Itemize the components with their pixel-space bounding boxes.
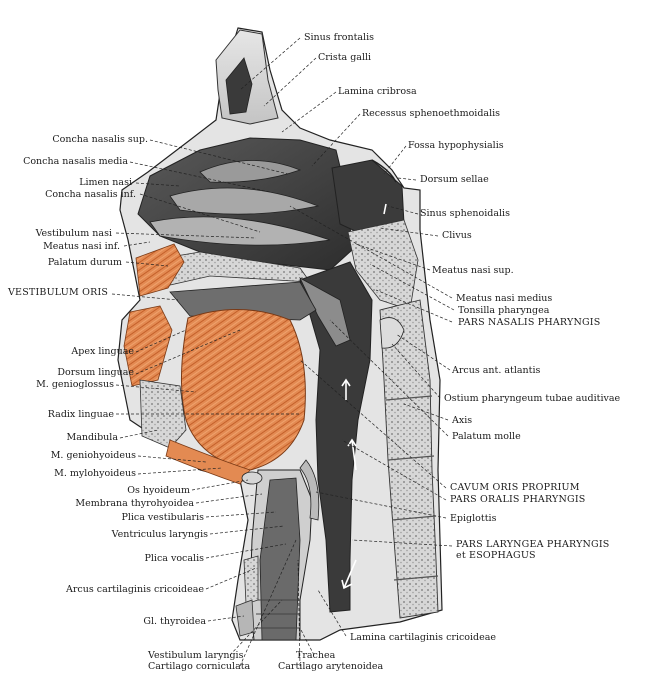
label-epiglottis: Epiglottis bbox=[450, 513, 497, 524]
label-vestibulum-nasi: Vestibulum nasi bbox=[35, 228, 112, 239]
label-sinus-sphenoidalis: Sinus sphenoidalis bbox=[420, 208, 510, 219]
label-ostium-pharyngeum: Ostium pharyngeum tubae auditivae bbox=[444, 393, 621, 404]
label-tonsilla-pharyngea: Tonsilla pharyngea bbox=[458, 305, 550, 316]
label-gl-thyroidea: Gl. thyroidea bbox=[143, 616, 206, 627]
label-vestibulum-laryngis: Vestibulum laryngis bbox=[148, 650, 244, 661]
label-fossa-hypophysialis: Fossa hypophysialis bbox=[408, 140, 504, 151]
label-meatus-nasi-inf: Meatus nasi inf. bbox=[43, 241, 120, 252]
label-clivus: Clivus bbox=[442, 230, 472, 241]
label-plica-vestibularis: Plica vestibularis bbox=[121, 512, 204, 523]
label-mandibula: Mandibula bbox=[66, 432, 118, 443]
label-recessus-sphenoethmoidalis: Recessus sphenoethmoidalis bbox=[362, 108, 501, 119]
label-os-hyoideum: Os hyoideum bbox=[127, 485, 190, 496]
label-concha-nasalis-sup: Concha nasalis sup. bbox=[52, 134, 148, 145]
label-axis: Axis bbox=[452, 415, 473, 426]
label-ventriculus-laryngis: Ventriculus laryngis bbox=[111, 529, 208, 540]
label-cartilago-corniculata: Cartilago corniculata bbox=[148, 661, 251, 672]
label-lamina-cribrosa: Lamina cribrosa bbox=[338, 86, 417, 97]
label-dorsum-linguae: Dorsum linguae bbox=[57, 367, 134, 378]
hyoid-bone bbox=[242, 472, 262, 484]
label-membrana-thyrohyoidea: Membrana thyrohyoidea bbox=[75, 498, 194, 509]
label-dorsum-sellae: Dorsum sellae bbox=[420, 174, 489, 185]
label-lamina-cartilaginis-cricoideae: Lamina cartilaginis cricoideae bbox=[350, 632, 497, 643]
label-m-mylohyoideus: M. mylohyoideus bbox=[54, 468, 136, 479]
label-cavum-oris-proprium: CAVUM ORIS PROPRIUM bbox=[450, 482, 580, 493]
label-vestibulum-oris: VESTIBULUM ORIS bbox=[8, 287, 109, 298]
label-apex-linguae: Apex linguae bbox=[71, 346, 134, 357]
label-trachea: Trachea bbox=[296, 650, 336, 661]
label-meatus-nasi-medius: Meatus nasi medius bbox=[456, 293, 553, 304]
label-concha-nasalis-inf: Concha nasalis inf. bbox=[45, 189, 136, 200]
label-plica-vocalis: Plica vocalis bbox=[144, 553, 204, 564]
label-et-esophagus: et ESOPHAGUS bbox=[456, 550, 536, 561]
label-palatum-molle: Palatum molle bbox=[452, 431, 521, 442]
label-radix-linguae: Radix linguae bbox=[47, 409, 114, 420]
label-pars-laryngea-pharyngis: PARS LARYNGEA PHARYNGIS bbox=[456, 539, 610, 550]
label-m-genioglossus: M. genioglossus bbox=[36, 379, 114, 390]
label-meatus-nasi-sup: Meatus nasi sup. bbox=[432, 265, 514, 276]
label-m-geniohyoideus: M. geniohyoideus bbox=[50, 450, 136, 461]
label-palatum-durum: Palatum durum bbox=[47, 257, 122, 268]
label-crista-galli: Crista galli bbox=[318, 52, 372, 63]
label-cartilago-arytenoidea: Cartilago arytenoidea bbox=[278, 661, 384, 672]
label-limen-nasi: Limen nasi bbox=[79, 177, 132, 188]
label-concha-nasalis-media: Concha nasalis media bbox=[23, 156, 128, 167]
label-pars-oralis-pharyngis: PARS ORALIS PHARYNGIS bbox=[450, 494, 586, 505]
label-sinus-frontalis: Sinus frontalis bbox=[304, 32, 375, 43]
cricoid-arch bbox=[244, 556, 258, 604]
label-arcus-ant-atlantis: Arcus ant. atlantis bbox=[452, 365, 541, 376]
label-pars-nasalis-pharyngis: PARS NASALIS PHARYNGIS bbox=[458, 317, 601, 328]
label-arcus-cartilaginis-cricoideae: Arcus cartilaginis cricoideae bbox=[66, 584, 204, 595]
